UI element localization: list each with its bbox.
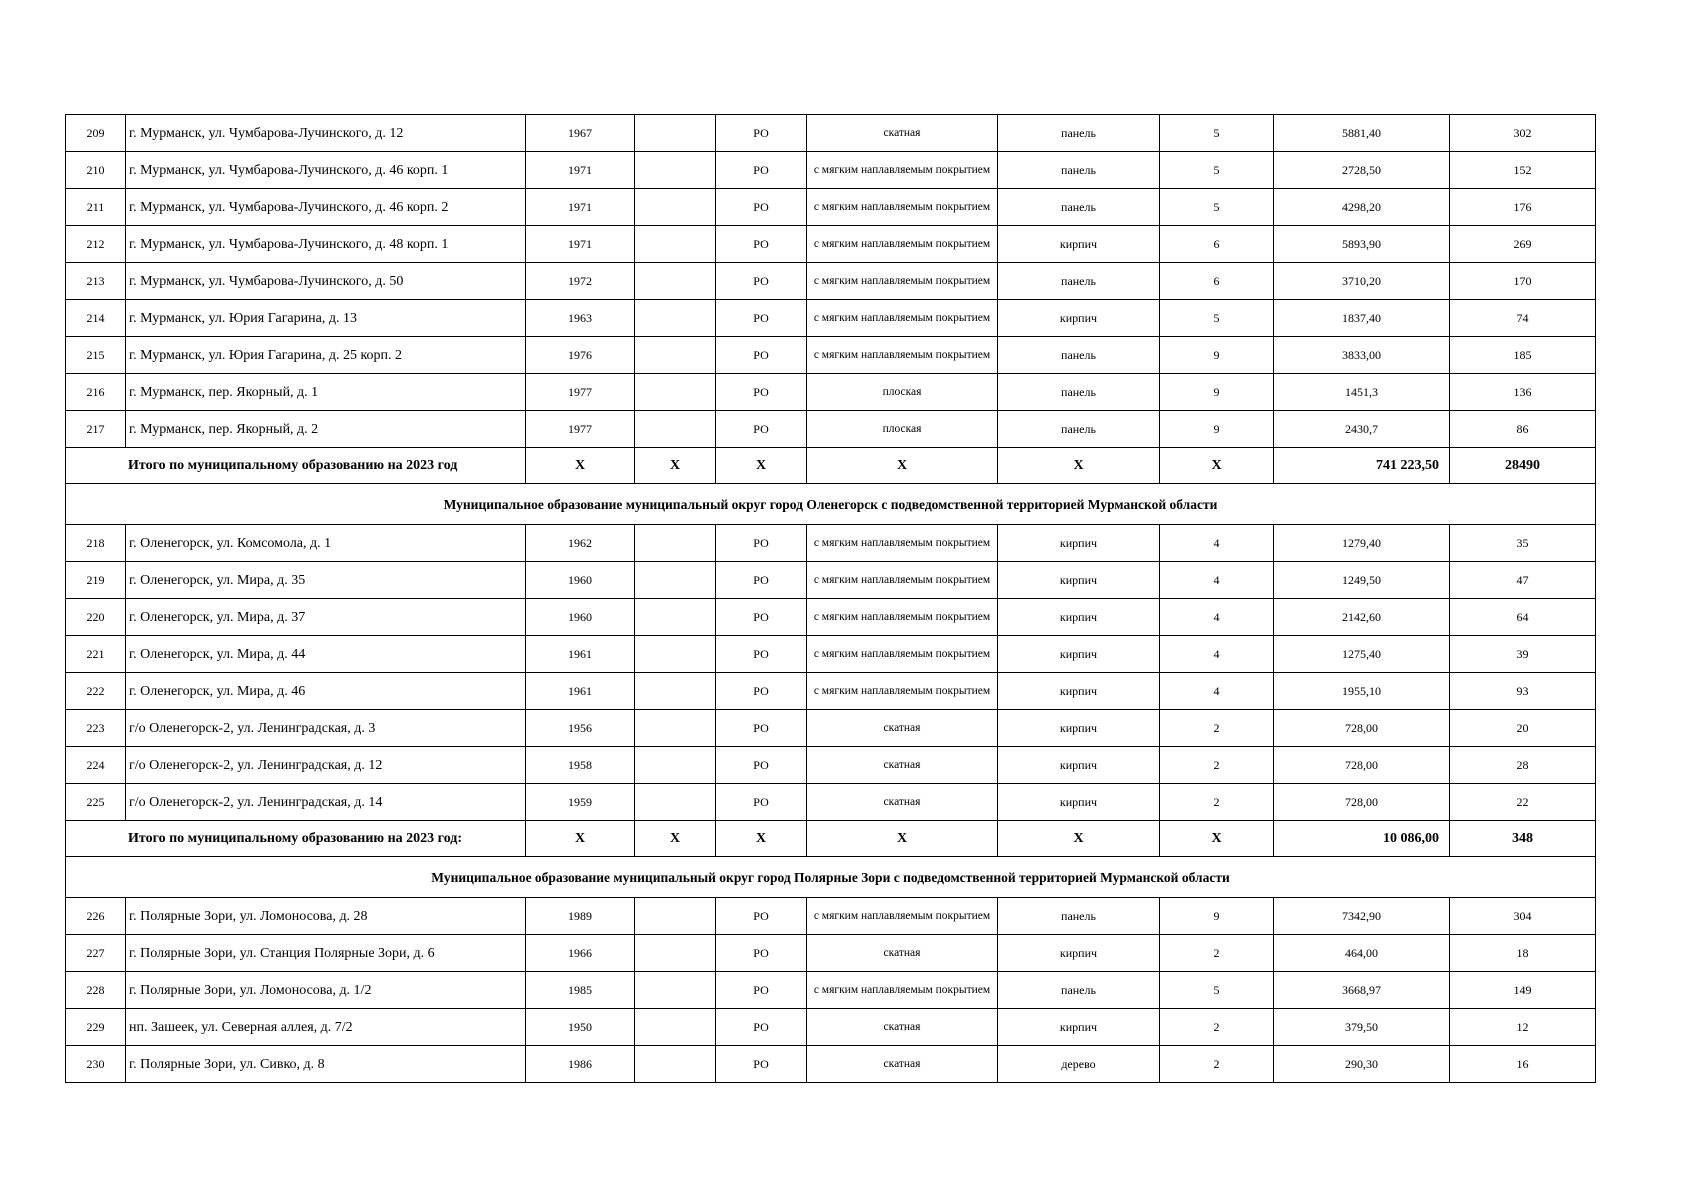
blank-cell [635,263,716,300]
area-cell: 1249,50 [1274,562,1450,599]
roof-type-cell: скатная [807,747,998,784]
total-area-cell: 10 086,00 [1274,821,1450,857]
address-cell: г. Мурманск, ул. Чумбарова-Лучинского, д. 50 [126,263,526,300]
area-cell: 1275,40 [1274,636,1450,673]
total-row [66,821,1596,857]
total-mark-cell: X [998,821,1160,857]
blank-cell [635,784,716,821]
row-number-cell: 225 [66,784,126,821]
area-cell: 1837,40 [1274,300,1450,337]
row-number-cell: 209 [66,115,126,152]
status-cell: РО [716,599,807,636]
floors-cell: 5 [1160,152,1274,189]
blank-cell [635,599,716,636]
area-cell: 3710,20 [1274,263,1450,300]
address-cell: г. Мурманск, ул. Юрия Гагарина, д. 25 корп. 2 [126,337,526,374]
wall-material-cell: кирпич [998,562,1160,599]
blank-cell [635,935,716,972]
wall-material-cell: панель [998,152,1160,189]
row-number-cell: 213 [66,263,126,300]
wall-material-cell: панель [998,189,1160,226]
residents-cell: 47 [1450,562,1596,599]
blank-cell [635,411,716,448]
address-cell: г/о Оленегорск-2, ул. Ленинградская, д. 12 [126,747,526,784]
floors-cell: 4 [1160,525,1274,562]
blank-cell [635,636,716,673]
floors-cell: 2 [1160,710,1274,747]
blank-cell [635,747,716,784]
total-mark-cell: X [716,448,807,484]
total-label-cell: Итого по муниципальному образованию на 2023 год [66,448,526,484]
table-row [66,562,1596,599]
roof-type-cell: с мягким наплавляемым покрытием [807,189,998,226]
wall-material-cell: дерево [998,1046,1160,1083]
row-number-cell: 223 [66,710,126,747]
address-cell: г/о Оленегорск-2, ул. Ленинградская, д. 14 [126,784,526,821]
residents-cell: 12 [1450,1009,1596,1046]
roof-type-cell: с мягким наплавляемым покрытием [807,599,998,636]
roof-type-cell: с мягким наплавляемым покрытием [807,300,998,337]
row-number-cell: 216 [66,374,126,411]
blank-cell [635,226,716,263]
address-cell: г. Оленегорск, ул. Мира, д. 46 [126,673,526,710]
roof-type-cell: с мягким наплавляемым покрытием [807,525,998,562]
address-cell: г/о Оленегорск-2, ул. Ленинградская, д. 3 [126,710,526,747]
roof-type-cell: скатная [807,710,998,747]
roof-type-cell: скатная [807,1009,998,1046]
blank-cell [635,898,716,935]
year-cell: 1989 [526,898,635,935]
wall-material-cell: панель [998,115,1160,152]
floors-cell: 9 [1160,411,1274,448]
area-cell: 3668,97 [1274,972,1450,1009]
year-cell: 1963 [526,300,635,337]
status-cell: РО [716,784,807,821]
table-row [66,525,1596,562]
address-cell: г. Мурманск, ул. Чумбарова-Лучинского, д. 46 корп. 1 [126,152,526,189]
roof-type-cell: скатная [807,1046,998,1083]
row-number-cell: 210 [66,152,126,189]
blank-cell [635,673,716,710]
area-cell: 2430,7 [1274,411,1450,448]
year-cell: 1977 [526,411,635,448]
area-cell: 728,00 [1274,747,1450,784]
row-number-cell: 224 [66,747,126,784]
total-residents-cell: 348 [1450,821,1596,857]
floors-cell: 4 [1160,562,1274,599]
table-row [66,935,1596,972]
year-cell: 1985 [526,972,635,1009]
year-cell: 1961 [526,673,635,710]
row-number-cell: 221 [66,636,126,673]
floors-cell: 9 [1160,337,1274,374]
address-cell: г. Мурманск, ул. Юрия Гагарина, д. 13 [126,300,526,337]
residents-cell: 22 [1450,784,1596,821]
row-number-cell: 227 [66,935,126,972]
wall-material-cell: кирпич [998,226,1160,263]
row-number-cell: 214 [66,300,126,337]
status-cell: РО [716,374,807,411]
total-mark-cell: X [526,821,635,857]
blank-cell [635,525,716,562]
year-cell: 1960 [526,562,635,599]
table-row [66,636,1596,673]
row-number-cell: 218 [66,525,126,562]
area-cell: 1955,10 [1274,673,1450,710]
blank-cell [635,710,716,747]
wall-material-cell: кирпич [998,784,1160,821]
district-title-cell: Муниципальное образование муниципальный округ город Полярные Зори с подведомственной территорией Мурманской области [66,857,1596,898]
residents-cell: 35 [1450,525,1596,562]
status-cell: РО [716,337,807,374]
area-cell: 728,00 [1274,784,1450,821]
wall-material-cell: панель [998,337,1160,374]
year-cell: 1956 [526,710,635,747]
wall-material-cell: кирпич [998,673,1160,710]
status-cell: РО [716,300,807,337]
residents-cell: 302 [1450,115,1596,152]
area-cell: 3833,00 [1274,337,1450,374]
table-row [66,1009,1596,1046]
blank-cell [635,374,716,411]
total-residents-cell: 28490 [1450,448,1596,484]
residents-cell: 185 [1450,337,1596,374]
row-number-cell: 220 [66,599,126,636]
roof-type-cell: с мягким наплавляемым покрытием [807,562,998,599]
housing-register-table [65,114,1596,1083]
row-number-cell: 226 [66,898,126,935]
blank-cell [635,152,716,189]
year-cell: 1959 [526,784,635,821]
area-cell: 1451,3 [1274,374,1450,411]
residents-cell: 93 [1450,673,1596,710]
roof-type-cell: с мягким наплавляемым покрытием [807,226,998,263]
year-cell: 1971 [526,189,635,226]
total-mark-cell: X [807,448,998,484]
wall-material-cell: кирпич [998,636,1160,673]
year-cell: 1961 [526,636,635,673]
blank-cell [635,189,716,226]
floors-cell: 2 [1160,1046,1274,1083]
year-cell: 1962 [526,525,635,562]
district-header-row [66,857,1596,898]
area-cell: 4298,20 [1274,189,1450,226]
area-cell: 290,30 [1274,1046,1450,1083]
address-cell: г. Оленегорск, ул. Мира, д. 44 [126,636,526,673]
table-row [66,115,1596,152]
table-row [66,972,1596,1009]
wall-material-cell: кирпич [998,525,1160,562]
residents-cell: 16 [1450,1046,1596,1083]
wall-material-cell: кирпич [998,935,1160,972]
total-mark-cell: X [1160,821,1274,857]
address-cell: г. Оленегорск, ул. Комсомола, д. 1 [126,525,526,562]
year-cell: 1950 [526,1009,635,1046]
status-cell: РО [716,747,807,784]
total-mark-cell: X [635,448,716,484]
row-number-cell: 228 [66,972,126,1009]
area-cell: 2142,60 [1274,599,1450,636]
residents-cell: 152 [1450,152,1596,189]
blank-cell [635,300,716,337]
area-cell: 7342,90 [1274,898,1450,935]
total-mark-cell: X [716,821,807,857]
address-cell: г. Полярные Зори, ул. Ломоносова, д. 1/2 [126,972,526,1009]
roof-type-cell: с мягким наплавляемым покрытием [807,636,998,673]
year-cell: 1977 [526,374,635,411]
residents-cell: 149 [1450,972,1596,1009]
residents-cell: 176 [1450,189,1596,226]
floors-cell: 5 [1160,189,1274,226]
table-row [66,747,1596,784]
floors-cell: 5 [1160,115,1274,152]
status-cell: РО [716,710,807,747]
table-row [66,898,1596,935]
floors-cell: 6 [1160,226,1274,263]
roof-type-cell: скатная [807,784,998,821]
year-cell: 1971 [526,226,635,263]
row-number-cell: 215 [66,337,126,374]
address-cell: г. Полярные Зори, ул. Ломоносова, д. 28 [126,898,526,935]
table-row [66,374,1596,411]
roof-type-cell: плоская [807,374,998,411]
row-number-cell: 219 [66,562,126,599]
status-cell: РО [716,898,807,935]
status-cell: РО [716,1009,807,1046]
roof-type-cell: с мягким наплавляемым покрытием [807,673,998,710]
row-number-cell: 230 [66,1046,126,1083]
area-cell: 2728,50 [1274,152,1450,189]
year-cell: 1960 [526,599,635,636]
blank-cell [635,972,716,1009]
area-cell: 464,00 [1274,935,1450,972]
area-cell: 5893,90 [1274,226,1450,263]
status-cell: РО [716,115,807,152]
status-cell: РО [716,411,807,448]
year-cell: 1986 [526,1046,635,1083]
wall-material-cell: кирпич [998,300,1160,337]
floors-cell: 2 [1160,784,1274,821]
status-cell: РО [716,226,807,263]
status-cell: РО [716,972,807,1009]
area-cell: 1279,40 [1274,525,1450,562]
district-title-cell: Муниципальное образование муниципальный округ город Оленегорск с подведомственной территорией Мурманской области [66,484,1596,525]
blank-cell [635,562,716,599]
floors-cell: 2 [1160,1009,1274,1046]
status-cell: РО [716,562,807,599]
address-cell: г. Оленегорск, ул. Мира, д. 37 [126,599,526,636]
address-cell: нп. Зашеек, ул. Северная аллея, д. 7/2 [126,1009,526,1046]
total-mark-cell: X [807,821,998,857]
residents-cell: 20 [1450,710,1596,747]
floors-cell: 2 [1160,747,1274,784]
residents-cell: 304 [1450,898,1596,935]
status-cell: РО [716,935,807,972]
floors-cell: 4 [1160,636,1274,673]
table-row [66,189,1596,226]
year-cell: 1958 [526,747,635,784]
roof-type-cell: с мягким наплавляемым покрытием [807,337,998,374]
wall-material-cell: кирпич [998,710,1160,747]
wall-material-cell: кирпич [998,599,1160,636]
blank-cell [635,337,716,374]
roof-type-cell: плоская [807,411,998,448]
table-row [66,152,1596,189]
total-mark-cell: X [635,821,716,857]
residents-cell: 28 [1450,747,1596,784]
roof-type-cell: с мягким наплавляемым покрытием [807,972,998,1009]
table-row [66,599,1596,636]
address-cell: г. Полярные Зори, ул. Станция Полярные Зори, д. 6 [126,935,526,972]
table-row [66,337,1596,374]
address-cell: г. Мурманск, пер. Якорный, д. 2 [126,411,526,448]
roof-type-cell: скатная [807,115,998,152]
wall-material-cell: панель [998,411,1160,448]
row-number-cell: 211 [66,189,126,226]
residents-cell: 170 [1450,263,1596,300]
residents-cell: 64 [1450,599,1596,636]
residents-cell: 136 [1450,374,1596,411]
total-mark-cell: X [1160,448,1274,484]
table-row [66,1046,1596,1083]
row-number-cell: 229 [66,1009,126,1046]
address-cell: г. Оленегорск, ул. Мира, д. 35 [126,562,526,599]
floors-cell: 9 [1160,374,1274,411]
year-cell: 1967 [526,115,635,152]
status-cell: РО [716,673,807,710]
address-cell: г. Мурманск, ул. Чумбарова-Лучинского, д. 48 корп. 1 [126,226,526,263]
row-number-cell: 212 [66,226,126,263]
area-cell: 379,50 [1274,1009,1450,1046]
wall-material-cell: кирпич [998,1009,1160,1046]
table-row [66,263,1596,300]
table-row [66,411,1596,448]
total-row [66,448,1596,484]
address-cell: г. Полярные Зори, ул. Сивко, д. 8 [126,1046,526,1083]
status-cell: РО [716,636,807,673]
wall-material-cell: кирпич [998,747,1160,784]
address-cell: г. Мурманск, ул. Чумбарова-Лучинского, д. 12 [126,115,526,152]
wall-material-cell: панель [998,898,1160,935]
district-header-row [66,484,1596,525]
residents-cell: 74 [1450,300,1596,337]
status-cell: РО [716,525,807,562]
blank-cell [635,1009,716,1046]
status-cell: РО [716,152,807,189]
total-mark-cell: X [526,448,635,484]
blank-cell [635,1046,716,1083]
wall-material-cell: панель [998,972,1160,1009]
year-cell: 1971 [526,152,635,189]
year-cell: 1976 [526,337,635,374]
total-area-cell: 741 223,50 [1274,448,1450,484]
floors-cell: 5 [1160,972,1274,1009]
table-row [66,784,1596,821]
area-cell: 728,00 [1274,710,1450,747]
residents-cell: 39 [1450,636,1596,673]
year-cell: 1972 [526,263,635,300]
area-cell: 5881,40 [1274,115,1450,152]
total-label-cell: Итого по муниципальному образованию на 2023 год: [66,821,526,857]
table-row [66,300,1596,337]
residents-cell: 18 [1450,935,1596,972]
address-cell: г. Мурманск, пер. Якорный, д. 1 [126,374,526,411]
roof-type-cell: с мягким наплавляемым покрытием [807,898,998,935]
floors-cell: 9 [1160,898,1274,935]
wall-material-cell: панель [998,374,1160,411]
roof-type-cell: скатная [807,935,998,972]
total-mark-cell: X [998,448,1160,484]
address-cell: г. Мурманск, ул. Чумбарова-Лучинского, д. 46 корп. 2 [126,189,526,226]
wall-material-cell: панель [998,263,1160,300]
floors-cell: 6 [1160,263,1274,300]
blank-cell [635,115,716,152]
floors-cell: 5 [1160,300,1274,337]
floors-cell: 2 [1160,935,1274,972]
table-row [66,226,1596,263]
year-cell: 1966 [526,935,635,972]
status-cell: РО [716,263,807,300]
residents-cell: 86 [1450,411,1596,448]
table-row [66,673,1596,710]
table-row [66,710,1596,747]
row-number-cell: 217 [66,411,126,448]
floors-cell: 4 [1160,673,1274,710]
status-cell: РО [716,189,807,226]
floors-cell: 4 [1160,599,1274,636]
status-cell: РО [716,1046,807,1083]
residents-cell: 269 [1450,226,1596,263]
roof-type-cell: с мягким наплавляемым покрытием [807,263,998,300]
register-body [66,115,1596,1083]
roof-type-cell: с мягким наплавляемым покрытием [807,152,998,189]
row-number-cell: 222 [66,673,126,710]
